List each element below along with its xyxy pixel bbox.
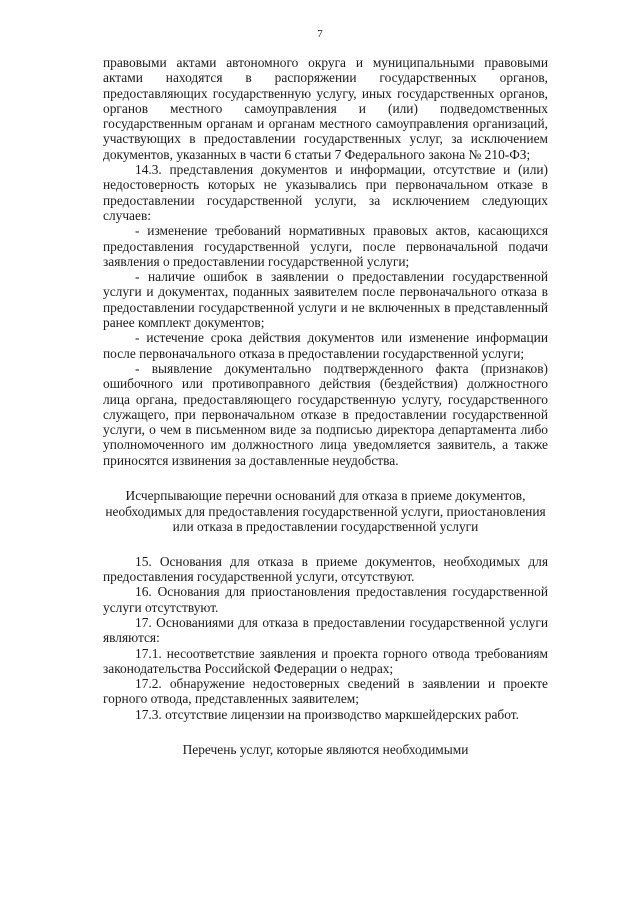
section-heading-refusal-grounds: Исчерпывающие перечни оснований для отказа в приеме документов, необходимых для предоставления государственной услуги, приостановления или отказа в предоставлении государственной услуги [105,488,546,535]
section-heading-required-services: Перечень услуг, которые являются необходимыми [182,742,469,758]
paragraph-15: 15. Основания для отказа в приеме документов, необходимых для предоставления государственной услуги, отсутствуют. [103,553,548,585]
paragraph-continuation: правовыми актами автономного округа и муниципальными правовыми актами находятся в распоряжении государственных органов, предоставляющих государственную услугу, иных государственных органов, органов местного самоуправления и (или) подведомственных государственным органам и органам местного самоуправления организаций, участвующих в предоставлении государственных услуг, за исключением документов, указанных в части 6 статьи 7 Федерального закона № 210-ФЗ; [103,55,548,162]
paragraph-16: 16. Основания для приостановления предоставления государственной услуги отсутствуют. [103,584,548,615]
list-item-regulation-change: - изменение требований нормативных правовых актов, касающихся предоставления государственной услуги, после первоначальной подачи заявления о предоставлении государственной услуги; [103,223,548,269]
document-body [103,55,548,758]
page-number: 7 [317,28,323,40]
paragraph-17-3: 17.3. отсутствие лицензии на производство маркшейдерских работ. [135,706,519,722]
paragraph-17-2: 17.2. обнаружение недостоверных сведений в заявлении и проекте горного отвода, представленных заявителем; [103,676,548,707]
list-item-expiry: - истечение срока действия документов или изменение информации после первоначального отказа в предоставлении государственной услуги; [103,330,548,361]
paragraph-17-1: 17.1. несоответствие заявления и проекта горного отвода требованиям законодательства Российской Федерации о недрах; [103,645,548,676]
list-item-misconduct: - выявление документально подтвержденного факта (признаков) ошибочного или противоправного действия (бездействия) должностного лица органа, предоставляющего государственную услугу, государственного служащего, при первоначальном отказе в предоставлении государственной услуги, о чем в письменном виде за подписью директора департамента либо уполномоченного им должностного лица уведомляется заявитель, а также приносятся извинения за доставленные неудобства. [103,360,548,468]
paragraph-14-3: 14.3. представления документов и информации, отсутствие и (или) недостоверность которых не указывались при первоначальном отказе в предоставлении государственной услуги, за исключением следующих случаев: [103,162,548,223]
list-item-errors: - наличие ошибок в заявлении о предоставлении государственной услуги и документах, поданных заявителем после первоначального отказа в предоставлении государственной услуги и не включенных в представленный ранее комплект документов; [103,269,548,331]
paragraph-17: 17. Основаниями для отказа в предоставлении государственной услуги являются: [103,614,548,646]
